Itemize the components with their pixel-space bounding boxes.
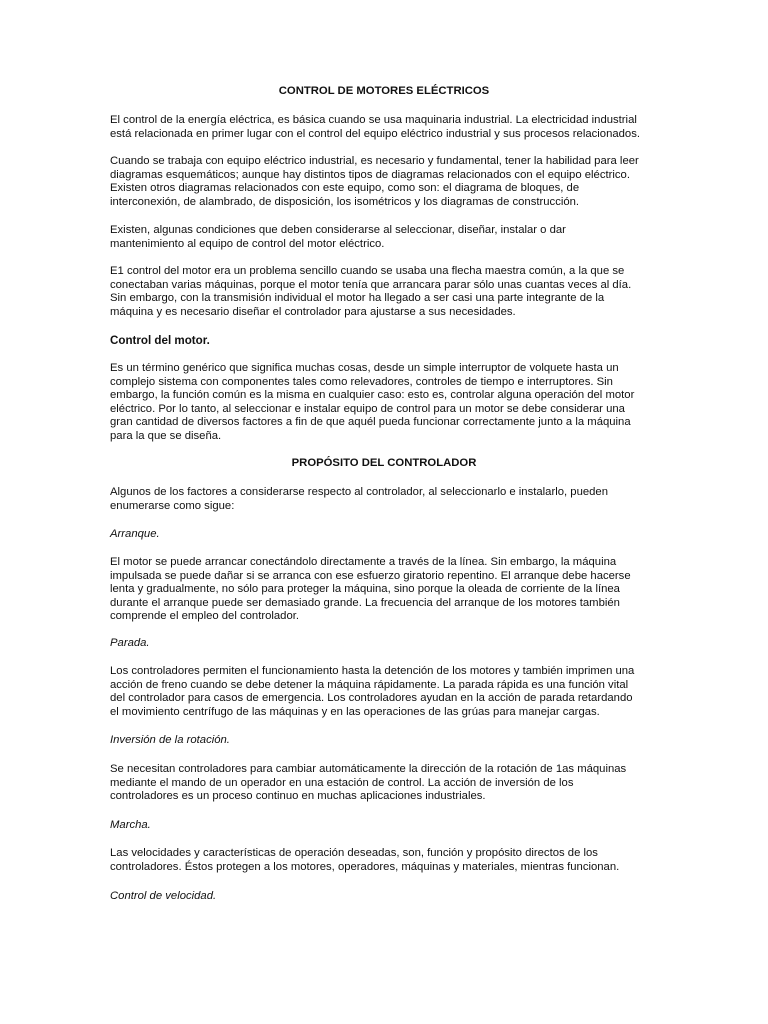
item-text-parada: Los controladores permiten el funcionamiento hasta la detención de los motores y también imprimen una acción de freno cuando se debe detener la máquina rápidamente. La parada rápida es una función vital del controlador para casos de emergencia. Los controladores ayudan en la acción de parada retardando el movimiento centrífugo de las máquinas y en las operaciones de las grúas para manejar cargas. xyxy=(110,665,635,718)
item-heading-inversion: Inversión de la rotación. xyxy=(110,734,230,746)
section-intro: Algunos de los factores a considerarse respecto al controlador, al seleccionarlo e instalarlo, pueden enumerarse como sigue: xyxy=(110,486,608,512)
item-text-arranque: El motor se puede arrancar conectándolo directamente a través de la línea. Sin embargo, la máquina impulsada se puede dañar si se arranca con ese esfuerzo giratorio repentino. El arranque debe hacerse lenta y gradualmente, no sólo para proteger la máquina, sino porque la oleada de corriente de la línea durante el arranque puede ser demasiado grande. La frecuencia del arranque de los motores también comprende el empleo del controlador. xyxy=(110,556,631,623)
paragraph-diagrams: Cuando se trabaja con equipo eléctrico industrial, es necesario y fundamental, tener la habilidad para leer diagramas esquemáticos; aunque hay distintos tipos de diagramas relacionados con el equipo eléctrico. Existen otros diagramas relacionados con este equipo, como son: el diagrama de bloques, de interconexión, de alambrado, de disposición, los isométricos y los diagramas de construcción. xyxy=(110,155,639,208)
paragraph-control-definition: Es un término genérico que significa muchas cosas, desde un simple interruptor de volquete hasta un complejo sistema con componentes tales como relevadores, controles de tiempo e interruptores. Sin embargo, la función común es la misma en cualquier caso: esto es, controlar alguna operación del motor eléctrico. Por lo tanto, al seleccionar e instalar equipo de control para un motor se debe considerar una gran cantidad de diversos factores a fin de que aquél pueda funcionar correctamente junto a la máquina para la que se diseña. xyxy=(110,362,635,442)
paragraph-intro: El control de la energía eléctrica, es básica cuando se usa maquinaria industrial. La electricidad industrial está relacionada en primer lugar con el control del equipo eléctrico industrial y sus procesos relacionados. xyxy=(110,114,640,140)
item-text-inversion: Se necesitan controladores para cambiar automáticamente la dirección de la rotación de 1as máquinas mediante el mando de un operador en una estación de control. La acción de inversión de los controladores es un proceso continuo en muchas aplicaciones industriales. xyxy=(110,763,627,803)
document-title: CONTROL DE MOTORES ELÉCTRICOS xyxy=(278,85,490,97)
paragraph-motor-history: E1 control del motor era un problema sencillo cuando se usaba una flecha maestra común, a la que se conectaban varias máquinas, porque el motor tenía que arrancara parar sólo unas cuantas veces al día. Sin embargo, con la transmisión individual el motor ha llegado a ser casi una parte integrante de la máquina y es necesario diseñar el controlador para ajustarse a sus necesidades. xyxy=(110,265,632,318)
item-heading-arranque: Arranque. xyxy=(110,528,160,540)
paragraph-conditions: Existen, algunas condiciones que deben considerarse al seleccionar, diseñar, instalar o dar mantenimiento al equipo de control del motor eléctrico. xyxy=(110,224,566,250)
subheading-control-motor: Control del motor. xyxy=(110,334,210,347)
item-heading-parada: Parada. xyxy=(110,637,150,649)
item-text-marcha: Las velocidades y características de operación deseadas, son, función y propósito directos de los controladores. Éstos protegen a los motores, operadores, máquinas y materiales, mientras funcionan. xyxy=(110,847,620,873)
section-title: PROPÓSITO DEL CONTROLADOR xyxy=(291,457,477,469)
item-heading-marcha: Marcha. xyxy=(110,819,151,831)
item-heading-control-velocidad: Control de velocidad. xyxy=(110,890,217,902)
